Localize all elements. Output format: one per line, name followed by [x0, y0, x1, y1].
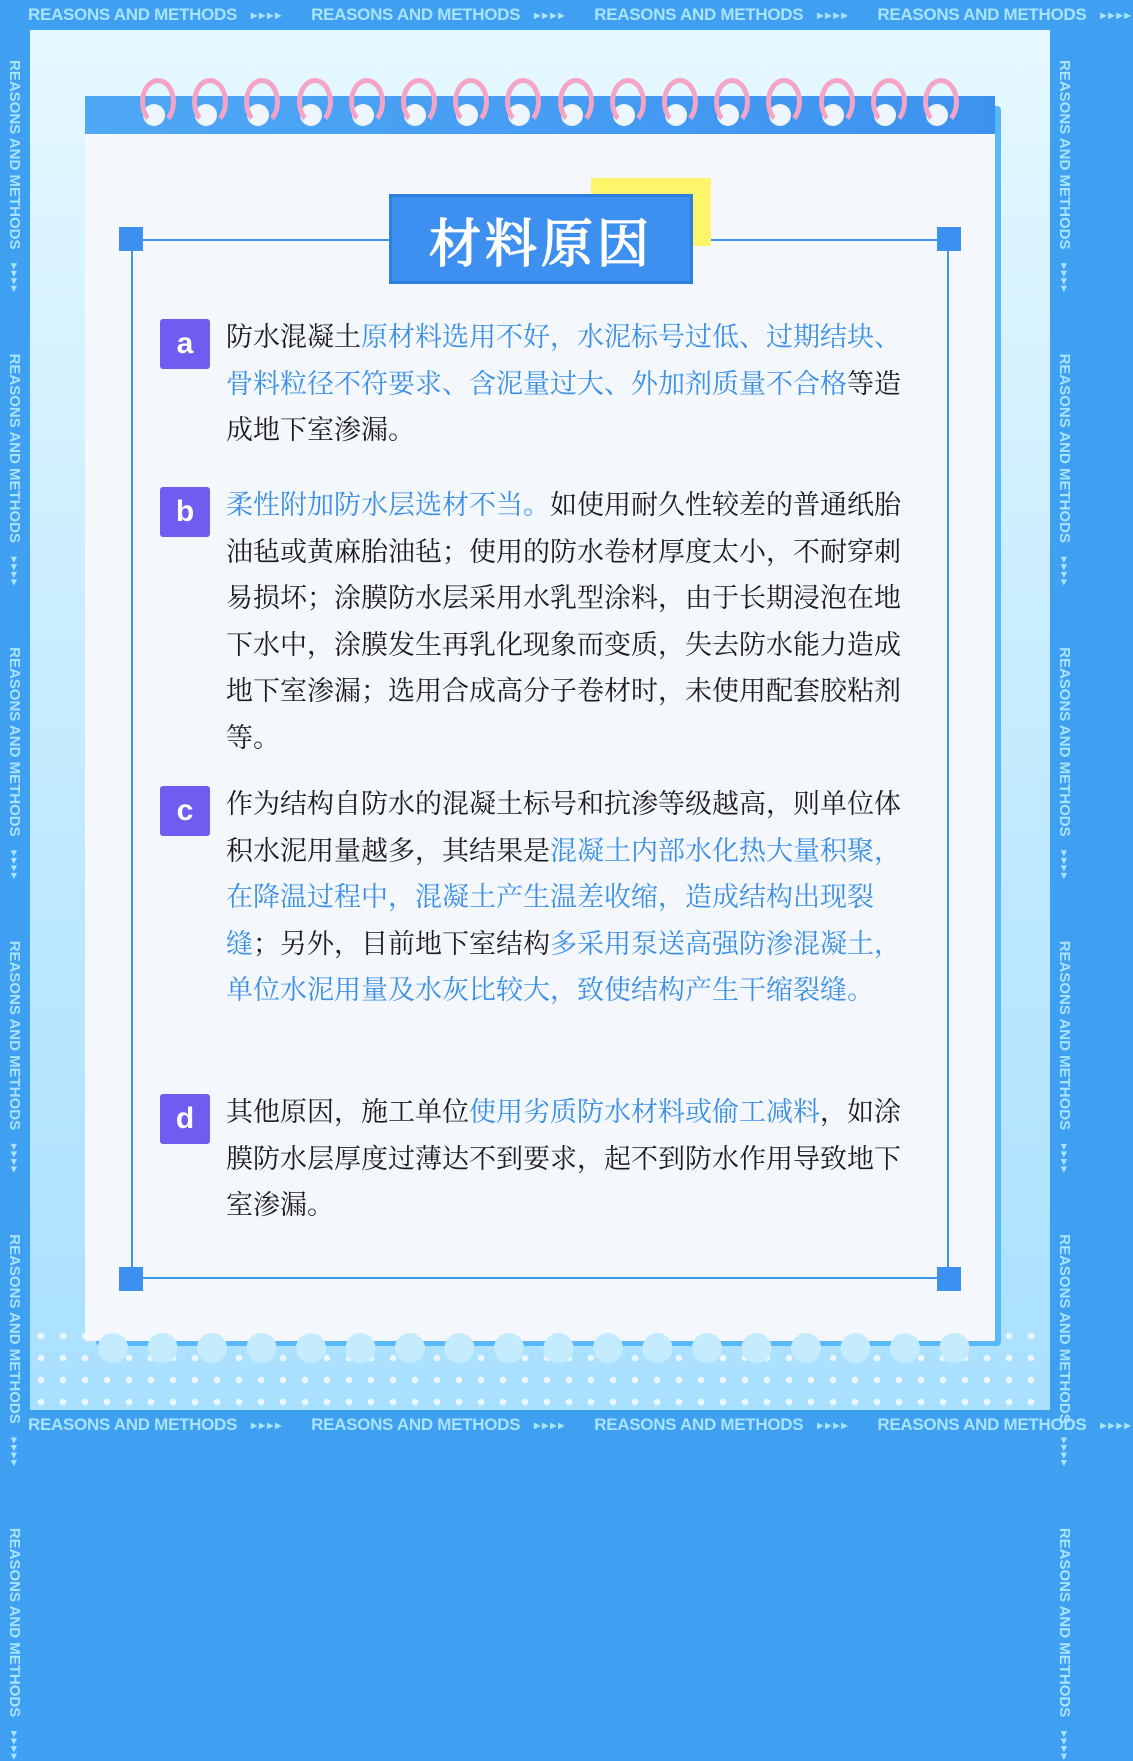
spiral-ring: [871, 78, 907, 126]
spiral-ring: [297, 78, 333, 126]
arrow-icon: ▸▸▸▸: [1058, 1144, 1071, 1175]
scallop-cutout: [742, 1333, 772, 1363]
scallop-cutout: [841, 1333, 871, 1363]
spiral-ring: [192, 78, 228, 126]
frame-strip-text: REASONS AND METHODS: [6, 1234, 24, 1424]
scallop-cutout: [791, 1333, 821, 1363]
spiral-ring: [610, 78, 646, 126]
scallop-cutout: [98, 1333, 128, 1363]
scallop-cutout: [544, 1333, 574, 1363]
frame-strip-text: REASONS AND METHODS: [6, 1527, 24, 1718]
arrow-icon: ▸▸▸▸: [8, 557, 21, 588]
highlight-text: 多采用泵送高强防渗混凝土，单位水泥用量及水灰比较大，致使结构产生干缩裂缝。: [226, 928, 901, 1006]
arrow-icon: ▸▸▸▸: [1058, 1731, 1071, 1761]
item-badge: b: [160, 487, 210, 537]
arrow-icon: ▸▸▸▸: [8, 1437, 21, 1468]
spiral-ring: [453, 78, 489, 126]
body-text: ，如涂膜防水层厚度过薄达不到要求，起不到防水作用导致地下室渗漏。: [226, 1097, 901, 1221]
left-frame-strip: [0, 0, 30, 1761]
frame-strip-text: REASONS AND METHODS: [1056, 353, 1074, 544]
spiral-ring: [349, 78, 385, 126]
top-frame-strip: [0, 0, 1133, 30]
item-badge: d: [160, 1094, 210, 1144]
highlight-text: 原材料选用不好，水泥标号过低、过期结块、骨料粒径不符要求、含泥量过大、外加剂质量不合格: [226, 322, 901, 400]
arrow-icon: ▸▸▸▸: [1100, 8, 1133, 22]
frame-strip-text: REASONS AND METHODS: [6, 60, 24, 250]
body-text: 等造成地下室渗漏。: [226, 368, 901, 446]
spiral-ring: [923, 78, 959, 126]
scallop-cutout: [197, 1333, 227, 1363]
frame-strip-text: REASONS AND METHODS: [877, 1415, 1087, 1434]
scallop-cutout: [445, 1333, 475, 1363]
arrow-icon: ▸▸▸▸: [817, 8, 850, 22]
arrow-icon: ▸▸▸▸: [251, 1418, 284, 1432]
frame-strip-text: REASONS AND METHODS: [877, 5, 1087, 24]
frame-strip-text: REASONS AND METHODS: [28, 1415, 238, 1434]
body-text: 如使用耐久性较差的普通纸胎油毡或黄麻胎油毡；使用的防水卷材厚度太小，不耐穿刺易损坏；涂膜防水层采用水乳型涂料，由于长期浸泡在地下水中，涂膜发生再乳化现象而变质，失去防水能力造成地下室渗漏；选用合成高分子卷材时，未使用配套胶粘剂等。: [226, 490, 901, 754]
title-box: [389, 194, 693, 284]
arrow-icon: ▸▸▸▸: [817, 1418, 850, 1432]
scallop-cutout: [494, 1333, 524, 1363]
scallop-cutout: [643, 1333, 673, 1363]
scallop-cutout: [346, 1333, 376, 1363]
item-text: [226, 483, 922, 762]
frame-strip-text: REASONS AND METHODS: [1056, 1234, 1074, 1424]
spiral-ring: [714, 78, 750, 126]
frame-strip-text: REASONS AND METHODS: [1056, 940, 1074, 1131]
frame-strip-text: REASONS AND METHODS: [28, 5, 238, 24]
frame-strip-text: REASONS AND METHODS: [311, 5, 521, 24]
item-text: [226, 1090, 922, 1230]
arrow-icon: ▸▸▸▸: [1058, 557, 1071, 588]
highlight-text: 使用劣质防水材料或偷工减料: [469, 1097, 820, 1128]
body-text: ；另外，目前地下室结构: [253, 928, 550, 960]
frame-strip-text: REASONS AND METHODS: [6, 647, 24, 837]
arrow-icon: ▸▸▸▸: [534, 1418, 567, 1432]
body-text: 其他原因，施工单位: [226, 1097, 469, 1128]
spiral-ring: [140, 78, 176, 126]
arrow-icon: ▸▸▸▸: [8, 1144, 21, 1175]
frame-strip-text: REASONS AND METHODS: [1056, 647, 1074, 837]
scallop-cutout: [890, 1333, 920, 1363]
scallop-cutout: [296, 1333, 326, 1363]
scallop-cutout: [940, 1333, 970, 1363]
arrow-icon: ▸▸▸▸: [534, 8, 567, 22]
item-badge: c: [160, 786, 210, 836]
arrow-icon: ▸▸▸▸: [1100, 1418, 1133, 1432]
body-text: 防水混凝土: [226, 322, 361, 353]
frame-strip-text: REASONS AND METHODS: [594, 1415, 804, 1434]
scallop-cutout: [148, 1333, 178, 1363]
scallop-cutout: [247, 1333, 277, 1363]
frame-corner-bottom-left: [119, 1267, 143, 1291]
frame-strip-text: REASONS AND METHODS: [6, 353, 24, 544]
item-text: [226, 782, 922, 1015]
spiral-ring: [558, 78, 594, 126]
item-badge: a: [160, 319, 210, 369]
frame-strip-text: REASONS AND METHODS: [6, 940, 24, 1131]
scallop-cutout: [692, 1333, 722, 1363]
arrow-icon: ▸▸▸▸: [1058, 263, 1071, 294]
frame-corner-top-left: [119, 227, 143, 251]
arrow-icon: ▸▸▸▸: [8, 263, 21, 294]
frame-corner-bottom-right: [937, 1267, 961, 1291]
spiral-ring: [819, 78, 855, 126]
right-frame-strip: [1050, 0, 1080, 1761]
frame-strip-text: REASONS AND METHODS: [594, 5, 804, 24]
spiral-ring: [662, 78, 698, 126]
scallop-cutout: [395, 1333, 425, 1363]
arrow-icon: ▸▸▸▸: [8, 850, 21, 881]
arrow-icon: ▸▸▸▸: [8, 1731, 21, 1761]
item-text: [226, 315, 922, 455]
bottom-frame-strip: [0, 1410, 1133, 1440]
body-text: 作为结构自防水的混凝土标号和抗渗等级越高，则单位体积水泥用量越多，其结果是: [226, 789, 901, 867]
notepad-bottom-edge: [85, 1322, 995, 1352]
highlight-text: 混凝土内部水化热大量积聚，在降温过程中，混凝土产生温差收缩，造成结构出现裂缝: [226, 835, 901, 960]
scallop-cutout: [593, 1333, 623, 1363]
frame-strip-text: REASONS AND METHODS: [1056, 1527, 1074, 1718]
arrow-icon: ▸▸▸▸: [1058, 850, 1071, 881]
frame-strip-text: REASONS AND METHODS: [311, 1415, 521, 1434]
highlight-text: 柔性附加防水层选材不当。: [226, 490, 550, 521]
spiral-ring: [401, 78, 437, 126]
arrow-icon: ▸▸▸▸: [251, 8, 284, 22]
page-title: 材料原因: [428, 214, 653, 275]
frame-corner-top-right: [937, 227, 961, 251]
frame-strip-text: REASONS AND METHODS: [1056, 60, 1074, 250]
arrow-icon: ▸▸▸▸: [1058, 1437, 1071, 1468]
